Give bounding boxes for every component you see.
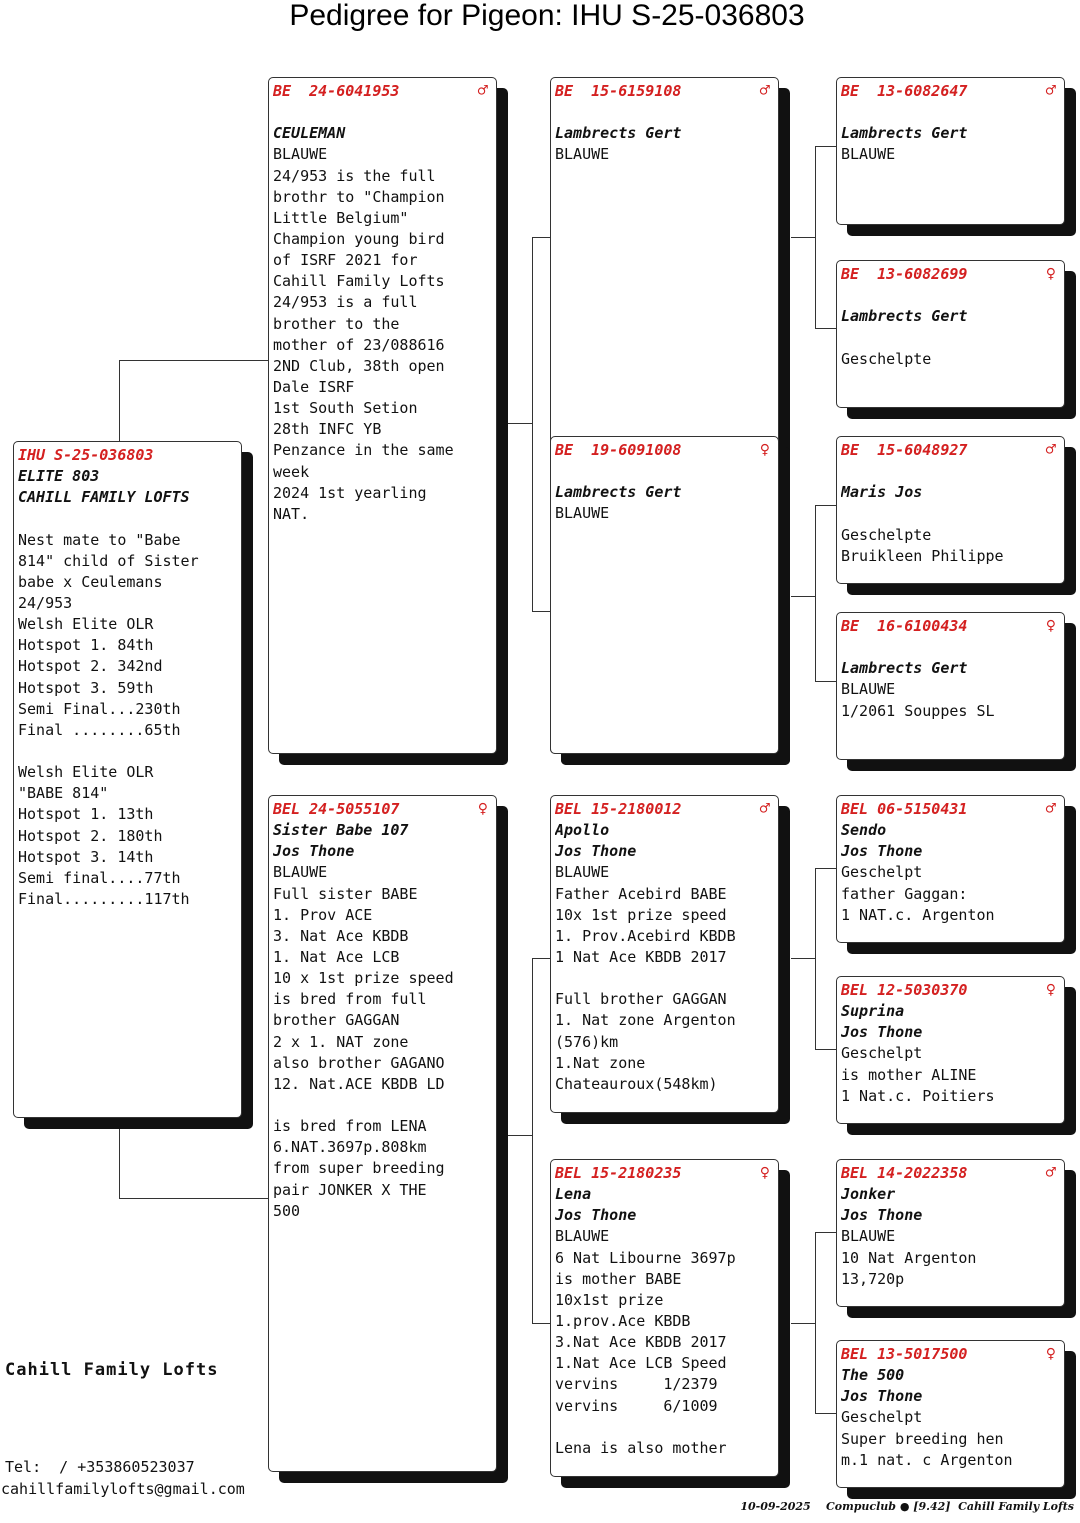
female-symbol-icon: ♀ — [759, 1163, 770, 1183]
connector-line — [508, 1135, 532, 1136]
ring-number-text: BE 15-6159108 — [555, 82, 682, 100]
card-detail-line — [555, 1417, 774, 1438]
connector-line — [532, 958, 551, 959]
ring-number-text: BEL 15-2180012 — [555, 800, 682, 818]
ring-number-text: BE 13-6082699 — [841, 265, 968, 283]
card-name-line: Sister Babe 107 — [273, 821, 409, 840]
male-symbol-icon: ♂ — [759, 81, 770, 101]
connector-line — [532, 237, 533, 611]
card-detail-line: Final ........65th — [18, 720, 181, 739]
card-detail-line: Hotspot 2. 180th — [18, 826, 163, 845]
pigeon-card-dam-dam-dam[interactable] — [836, 1340, 1065, 1488]
female-symbol-icon: ♀ — [1045, 264, 1056, 284]
card-detail-line: 500 — [273, 1201, 301, 1220]
card-detail-line: BLAUWE — [555, 1227, 610, 1246]
connector-line — [815, 328, 837, 329]
pigeon-card-dam-sire[interactable] — [550, 795, 779, 1113]
card-detail-line: also brother GAGANO — [273, 1053, 445, 1072]
male-symbol-icon: ♂ — [759, 799, 770, 819]
card-detail-line: (576)km — [555, 1032, 619, 1051]
card-detail-line: 10x 1st prize speed — [555, 905, 727, 924]
ring-number — [841, 440, 1060, 461]
connector-line — [815, 1232, 837, 1233]
female-symbol-icon: ♀ — [477, 799, 488, 819]
card-detail-line: Cahill Family Lofts — [273, 272, 445, 291]
card-detail-line: BLAUWE — [841, 680, 896, 699]
pigeon-card-sire-dam-sire[interactable] — [836, 436, 1065, 584]
card-detail-line: Nest mate to "Babe — [18, 530, 181, 549]
card-detail-line: 1 Nat Ace KBDB 2017 — [555, 947, 727, 966]
card-detail-line: BLAUWE — [555, 504, 610, 523]
pigeon-card-sire-dam-dam[interactable] — [836, 612, 1065, 760]
ring-number — [841, 616, 1060, 637]
connector-line — [815, 505, 816, 681]
contact-email[interactable]: cahillfamilylofts@gmail.com — [1, 1480, 245, 1498]
connector-line — [532, 958, 533, 1323]
loft-name: Cahill Family Lofts — [5, 1360, 219, 1380]
card-name-line: Jos Thone — [273, 842, 355, 861]
pigeon-card-dam-sire-dam[interactable] — [836, 976, 1065, 1124]
card-detail-line: Welsh Elite OLR — [18, 615, 154, 634]
card-detail-line: 6.NAT.3697p.808km — [273, 1138, 427, 1157]
ring-number — [273, 81, 492, 102]
pigeon-card-sire-sire-dam[interactable] — [836, 260, 1065, 408]
male-symbol-icon: ♂ — [1045, 799, 1056, 819]
card-detail-line: BLAUWE — [841, 1227, 896, 1246]
ring-number-text: BE 16-6100434 — [841, 617, 968, 635]
male-symbol-icon: ♂ — [477, 81, 488, 101]
card-detail-line: 10 Nat Argenton — [841, 1248, 977, 1267]
card-detail-line: week — [273, 462, 310, 481]
card-name-line: Lambrects Gert — [841, 307, 968, 326]
card-detail-line — [273, 1095, 492, 1116]
card-detail-line: Semi Final...230th — [18, 699, 181, 718]
ring-number — [841, 264, 1060, 285]
female-symbol-icon: ♀ — [1045, 616, 1056, 636]
ring-number-text: BE 15-6048927 — [841, 441, 968, 459]
ring-number — [555, 440, 774, 461]
ring-number — [841, 980, 1060, 1001]
card-name-line: Jos Thone — [841, 1387, 923, 1406]
card-detail-line: BLAUWE — [273, 145, 328, 164]
connector-line — [815, 146, 837, 147]
card-detail-line: is bred from LENA — [273, 1117, 427, 1136]
connector-line — [791, 958, 815, 959]
card-detail-line: 24/953 — [18, 593, 73, 612]
card-detail-line: pair JONKER X THE — [273, 1180, 427, 1199]
card-detail-line — [841, 285, 1060, 306]
card-detail-line: Full brother GAGGAN — [555, 990, 727, 1009]
print-stamp: 10-09-2025 Compuclub ● [9.42] Cahill Family Lofts — [740, 1500, 1074, 1513]
contact-phone: Tel: / +353860523037 — [5, 1458, 195, 1476]
connector-line — [791, 1323, 815, 1324]
card-detail-line: Lena is also mother — [555, 1438, 727, 1457]
ring-number-text: IHU S-25-036803 — [18, 446, 154, 464]
connector-line — [508, 423, 532, 424]
card-name-line: Apollo — [555, 821, 610, 840]
card-detail-line: Hotspot 3. 59th — [18, 678, 154, 697]
male-symbol-icon: ♂ — [1045, 81, 1056, 101]
page-title: Pedigree for Pigeon: IHU S-25-036803 — [289, 0, 805, 32]
card-detail-line: of ISRF 2021 for — [273, 251, 418, 270]
ring-number-text: BEL 06-5150431 — [841, 800, 968, 818]
card-name-line: Suprina — [841, 1002, 905, 1021]
card-detail-line — [273, 102, 492, 123]
card-detail-line: Penzance in the same — [273, 441, 454, 460]
card-name-line: Lambrects Gert — [841, 659, 968, 678]
card-detail-line: 1.prov.Ace KBDB — [555, 1311, 691, 1330]
card-name-line: ELITE 803 — [18, 467, 100, 486]
card-detail-line: 2 x 1. NAT zone — [273, 1032, 409, 1051]
pigeon-card-dam-sire-sire[interactable] — [836, 795, 1065, 943]
ring-number — [841, 1163, 1060, 1184]
card-detail-line: 1. Nat zone Argenton — [555, 1011, 736, 1030]
connector-line — [532, 237, 551, 238]
card-name-line: Lambrects Gert — [555, 483, 682, 502]
connector-line — [815, 1049, 837, 1050]
card-detail-line: Welsh Elite OLR — [18, 763, 154, 782]
card-detail-line: Hotspot 3. 14th — [18, 847, 154, 866]
card-detail-line: 24/953 is a full — [273, 293, 418, 312]
card-name-line: Jos Thone — [841, 842, 923, 861]
pigeon-card-sire[interactable] — [268, 77, 497, 754]
card-detail-line: BLAUWE — [841, 145, 896, 164]
connector-line — [791, 596, 815, 597]
card-detail-line: 1/2061 Souppes SL — [841, 701, 995, 720]
connector-line — [815, 681, 837, 682]
ring-number-text: BE 13-6082647 — [841, 82, 968, 100]
ring-number — [555, 81, 774, 102]
card-detail-line: 814" child of Sister — [18, 551, 199, 570]
card-detail-line — [18, 508, 237, 529]
card-detail-line: Super breeding hen — [841, 1429, 1004, 1448]
card-detail-line — [841, 327, 1060, 348]
pigeon-card-dam-dam-sire[interactable] — [836, 1159, 1065, 1307]
pigeon-card-dam[interactable] — [268, 795, 497, 1472]
card-detail-line: 12. Nat.ACE KBDB LD — [273, 1074, 445, 1093]
card-detail-line: 1. Prov ACE — [273, 905, 373, 924]
card-detail-line: Geschelpt — [841, 1408, 923, 1427]
card-detail-line: is bred from full — [273, 990, 427, 1009]
card-detail-line: BLAUWE — [273, 863, 328, 882]
ring-number-text: BEL 15-2180235 — [555, 1164, 682, 1182]
card-detail-line: 1.Nat Ace LCB Speed — [555, 1354, 727, 1373]
card-detail-line: Full sister BABE — [273, 884, 418, 903]
card-detail-line — [841, 503, 1060, 524]
card-name-line: Jos Thone — [841, 1206, 923, 1225]
card-detail-line: Champion young bird — [273, 229, 445, 248]
connector-line — [119, 360, 269, 361]
card-detail-line: 1. Prov.Acebird KBDB — [555, 926, 736, 945]
card-name-line: Lena — [555, 1185, 592, 1204]
card-detail-line — [841, 637, 1060, 658]
card-detail-line: brothr to "Champion — [273, 187, 445, 206]
connector-line — [815, 1232, 816, 1413]
card-name-line: The 500 — [841, 1366, 905, 1385]
card-detail-line — [555, 102, 774, 123]
card-detail-line: Hotspot 1. 84th — [18, 636, 154, 655]
card-name-line: Maris Jos — [841, 483, 923, 502]
card-name-line: Jos Thone — [841, 1023, 923, 1042]
card-detail-line: 6 Nat Libourne 3697p — [555, 1248, 736, 1267]
card-name-line: CEULEMAN — [273, 124, 346, 143]
card-name-line: Lambrects Gert — [555, 124, 682, 143]
card-detail-line: 10 x 1st prize speed — [273, 969, 454, 988]
connector-line — [532, 1323, 551, 1324]
card-detail-line: brother GAGGAN — [273, 1011, 400, 1030]
ring-number — [273, 799, 492, 820]
card-detail-line: is mother ALINE — [841, 1065, 977, 1084]
card-detail-line — [555, 461, 774, 482]
card-detail-line — [555, 968, 774, 989]
card-detail-line: NAT. — [273, 504, 310, 523]
card-detail-line: father Gaggan: — [841, 884, 968, 903]
pigeon-card-dam-dam[interactable] — [550, 1159, 779, 1477]
card-detail-line: vervins 1/2379 — [555, 1375, 718, 1394]
card-detail-line: Final.........117th — [18, 889, 190, 908]
card-detail-line: 28th INFC YB — [273, 420, 382, 439]
ring-number-text: BEL 12-5030370 — [841, 981, 968, 999]
card-name-line: Jonker — [841, 1185, 896, 1204]
card-detail-line: BLAUWE — [555, 863, 610, 882]
card-name-line: Sendo — [841, 821, 887, 840]
card-name-line: CAHILL FAMILY LOFTS — [18, 488, 190, 507]
card-detail-line — [841, 102, 1060, 123]
card-detail-line — [18, 741, 237, 762]
card-detail-line: mother of 23/088616 — [273, 335, 445, 354]
card-name-line: Lambrects Gert — [841, 124, 968, 143]
connector-line — [532, 611, 551, 612]
connector-line — [815, 1413, 837, 1414]
card-detail-line: Semi final....77th — [18, 868, 181, 887]
ring-number-text: BEL 13-5017500 — [841, 1345, 968, 1363]
ring-number — [841, 81, 1060, 102]
ring-number-text: BE 24-6041953 — [273, 82, 400, 100]
card-detail-line: Geschelpte — [841, 349, 932, 368]
card-name-line: Jos Thone — [555, 1206, 637, 1225]
card-detail-line: m.1 nat. c Argenton — [841, 1450, 1013, 1469]
card-detail-line — [841, 461, 1060, 482]
male-symbol-icon: ♂ — [1045, 440, 1056, 460]
ring-number-text: BE 19-6091008 — [555, 441, 682, 459]
card-detail-line: Father Acebird BABE — [555, 884, 727, 903]
card-detail-line: 1st South Setion — [273, 399, 418, 418]
ring-number-text: BEL 14-2022358 — [841, 1164, 968, 1182]
ring-number — [18, 445, 237, 466]
ring-number — [841, 1344, 1060, 1365]
card-detail-line: 3.Nat Ace KBDB 2017 — [555, 1333, 727, 1352]
card-detail-line: Little Belgium" — [273, 208, 409, 227]
card-detail-line: 10x1st prize — [555, 1290, 664, 1309]
card-name-line: Jos Thone — [555, 842, 637, 861]
card-detail-line: 2024 1st yearling — [273, 483, 427, 502]
card-detail-line: BLAUWE — [555, 145, 610, 164]
female-symbol-icon: ♀ — [1045, 1344, 1056, 1364]
card-detail-line: vervins 6/1009 — [555, 1396, 718, 1415]
card-detail-line: 2ND Club, 38th open — [273, 356, 445, 375]
card-detail-line: Dale ISRF — [273, 377, 355, 396]
ring-number-text: BEL 24-5055107 — [273, 800, 400, 818]
card-detail-line: brother to the — [273, 314, 400, 333]
card-detail-line: 1. Nat Ace LCB — [273, 947, 400, 966]
connector-line — [815, 868, 816, 1049]
pigeon-card-sire-dam[interactable] — [550, 436, 779, 754]
card-detail-line: 1 Nat.c. Poitiers — [841, 1086, 995, 1105]
card-detail-line: babe x Ceulemans — [18, 572, 163, 591]
card-detail-line: Geschelpt — [841, 1044, 923, 1063]
female-symbol-icon: ♀ — [1045, 980, 1056, 1000]
connector-line — [791, 237, 815, 238]
card-detail-line: 13,720p — [841, 1269, 905, 1288]
ring-number — [841, 799, 1060, 820]
pigeon-card-sire-sire-sire[interactable] — [836, 77, 1065, 225]
card-detail-line: is mother BABE — [555, 1269, 682, 1288]
card-detail-line: 3. Nat Ace KBDB — [273, 926, 409, 945]
card-detail-line: Bruikleen Philippe — [841, 546, 1004, 565]
card-detail-line: 24/953 is the full — [273, 166, 436, 185]
connector-line — [119, 1198, 269, 1199]
connector-line — [815, 868, 837, 869]
card-detail-line: Geschelpte — [841, 525, 932, 544]
card-detail-line: Chateauroux(548km) — [555, 1074, 718, 1093]
ring-number — [555, 799, 774, 820]
pigeon-card-subject[interactable] — [13, 441, 242, 1118]
card-detail-line: Hotspot 2. 342nd — [18, 657, 163, 676]
ring-number — [555, 1163, 774, 1184]
female-symbol-icon: ♀ — [759, 440, 770, 460]
connector-line — [815, 146, 816, 328]
card-detail-line: Hotspot 1. 13th — [18, 805, 154, 824]
card-detail-line: 1 NAT.c. Argenton — [841, 905, 995, 924]
card-detail-line: from super breeding — [273, 1159, 445, 1178]
male-symbol-icon: ♂ — [1045, 1163, 1056, 1183]
connector-line — [815, 505, 837, 506]
card-detail-line: 1.Nat zone — [555, 1053, 646, 1072]
card-detail-line: Geschelpt — [841, 863, 923, 882]
card-detail-line: "BABE 814" — [18, 784, 109, 803]
